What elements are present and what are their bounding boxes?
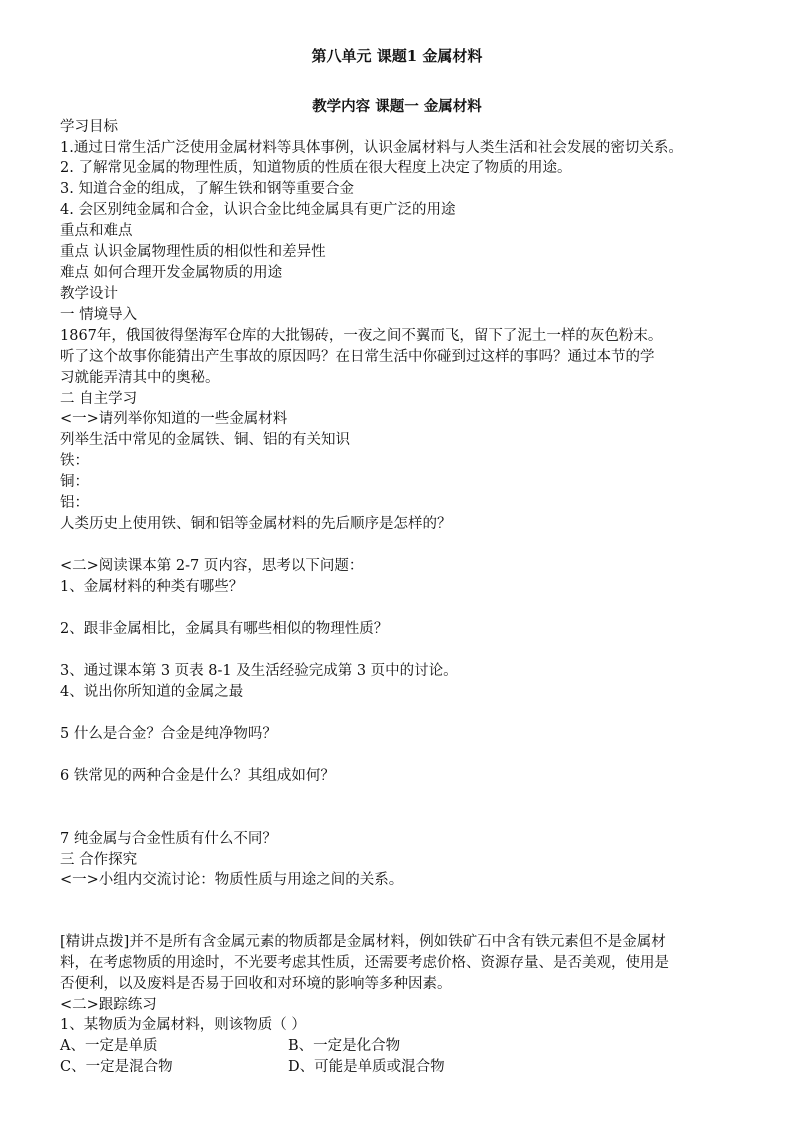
section-one-heading: 一 情境导入 [60, 307, 138, 323]
question-6: 6 铁常见的两种合金是什么？其组成如何？ [60, 768, 335, 784]
option-a: A、一定是单质 [60, 1038, 158, 1054]
option-b: B、一定是化合物 [288, 1038, 401, 1054]
task-list-metals: <一>请列举你知道的一些金属材料 [60, 411, 288, 427]
iron-label: 铁： [60, 453, 89, 469]
exercise-1: 1、某物质为金属材料，则该物质（ ） [60, 1017, 306, 1033]
section-two-heading: 二 自主学习 [60, 391, 138, 407]
document-title: 第八单元 课题1 金属材料 [311, 47, 483, 65]
tip-line-2: 料，在考虑物质的用途时，不光要考虑其性质，还需要考虑价格、资源存量、是否美观，使用是 [60, 955, 669, 971]
goals-heading: 学习目标 [60, 119, 118, 135]
story-question: 听了这个故事你能猜出产生事故的原因吗？在日常生活中你碰到过这样的事吗？通过本节的学 [60, 349, 655, 365]
goal-item: 1.通过日常生活广泛使用金属材料等具体事例，认识金属材料与人类生活和社会发展的密切关系。 [60, 140, 683, 156]
history-question: 人类历史上使用铁、铜和铝等金属材料的先后顺序是怎样的？ [60, 516, 452, 532]
section-three-heading: 三 合作探究 [60, 852, 138, 868]
goal-item: 4. 会区别纯金属和合金，认识合金比纯金属具有更广泛的用途 [60, 202, 456, 218]
story-paragraph: 1867年，俄国彼得堡海军仓库的大批锡砖，一夜之间不翼而飞，留下了泥土一样的灰色粉末。 [60, 328, 663, 344]
question-7: 7 纯金属与合金性质有什么不同？ [60, 831, 277, 847]
aluminum-label: 铝： [60, 495, 89, 511]
question-5: 5 什么是合金？合金是纯净物吗？ [60, 726, 277, 742]
group-discussion-task: <一>小组内交流讨论：物质性质与用途之间的关系。 [60, 872, 404, 888]
reading-task: <二>阅读课本第 2-7 页内容，思考以下问题： [60, 558, 364, 574]
option-d: D、可能是单质或混合物 [288, 1059, 445, 1075]
practice-heading: <二>跟踪练习 [60, 997, 157, 1013]
focus-heading: 重点和难点 [60, 223, 133, 239]
design-heading: 教学设计 [60, 286, 118, 302]
question-3: 3、通过课本第 3 页表 8-1 及生活经验完成第 3 页中的讨论。 [60, 663, 458, 679]
task-list-metals-sub: 列举生活中常见的金属铁、铜、铝的有关知识 [60, 432, 350, 448]
tip-line-1: [精讲点拨]并不是所有含金属元素的物质都是金属材料，例如铁矿石中含有铁元素但不是金属材 [60, 934, 666, 950]
goal-item: 2. 了解常见金属的物理性质，知道物质的性质在很大程度上决定了物质的用途。 [60, 160, 572, 176]
option-c: C、一定是混合物 [60, 1059, 173, 1075]
focus-difficult-point: 难点 如何合理开发金属物质的用途 [60, 265, 283, 281]
question-4: 4、说出你所知道的金属之最 [60, 684, 244, 700]
question-2: 2、跟非金属相比，金属具有哪些相似的物理性质？ [60, 621, 389, 637]
copper-label: 铜： [60, 474, 89, 490]
goal-item: 3. 知道合金的组成，了解生铁和钢等重要合金 [60, 181, 354, 197]
question-1: 1、金属材料的种类有哪些？ [60, 579, 244, 595]
story-question-cont: 习就能弄清其中的奥秘。 [60, 370, 220, 386]
tip-line-3: 否便利，以及废料是否易于回收和对环境的影响等多种因素。 [60, 976, 452, 992]
lesson-subtitle: 教学内容 课题一 金属材料 [312, 98, 482, 115]
focus-key-point: 重点 认识金属物理性质的相似性和差异性 [60, 244, 326, 260]
